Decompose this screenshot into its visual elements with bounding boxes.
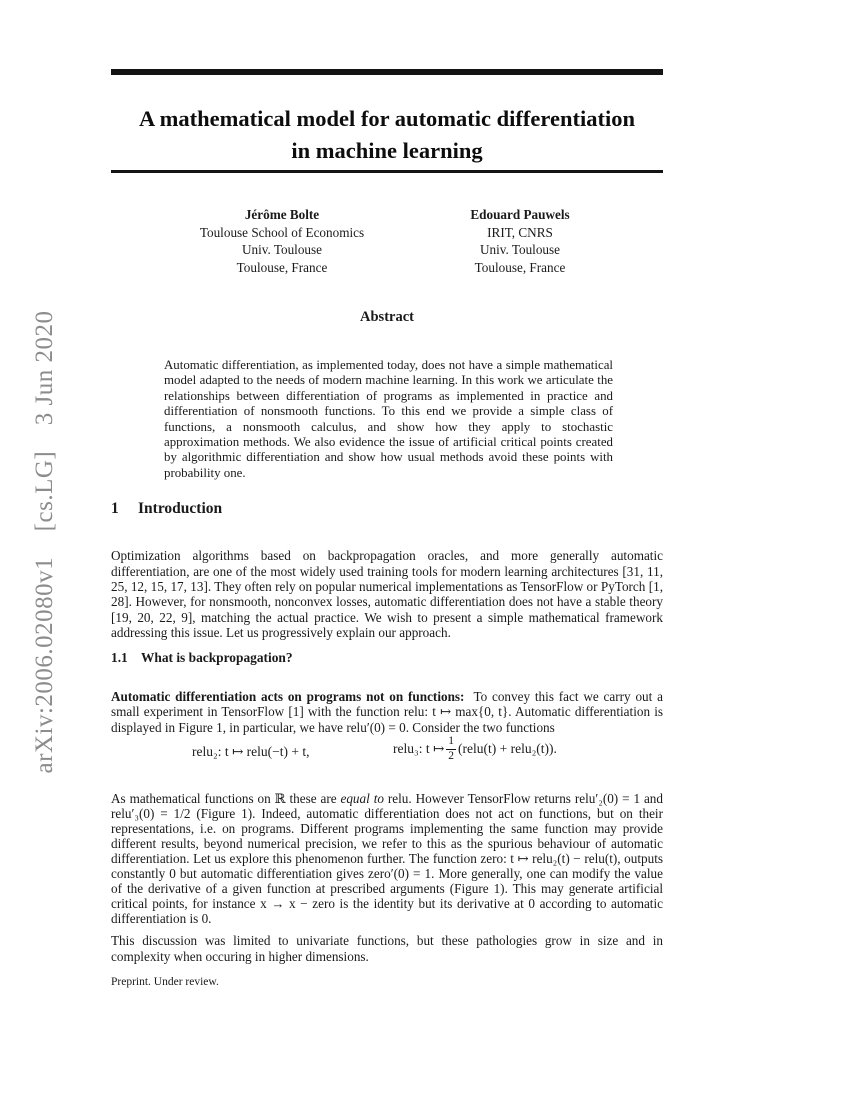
intro-paragraph: Optimization algorithms based on backpropagation oracles, and more generally automatic differentiation, are one of the most widely used training tools for modern learning architectures [31, 11, 25, 12, 15, 17, 13]. They often rely on popular numerical implementations as TensorFlow or PyTorch [1, 28]. However, for nonsmooth, nonconvex losses, automatic differentiation does not have a stable theory [19, 20, 22, 9], matching the actual practice. We wish to present a simple mathematical framework addressing this issue. Let us progressively explain our approach. <box>111 548 663 641</box>
paragraph-backprop <box>111 689 663 735</box>
author-affiliation-line: Toulouse, France <box>236 259 328 275</box>
equation-relu2: relu₂: t ↦ relu(−t) + t, <box>192 744 310 759</box>
author-card-bolte <box>170 206 394 276</box>
paragraph-spurious-pre: As mathematical functions on ℝ these are <box>111 791 341 807</box>
abstract-text: Automatic differentiation, as implemented today, does not have a simple mathematical model adapted to the needs of modern machine learning. In this work we articulate the relationships between differentiation of programs as implemented in practice and differentiation of nonsmooth functions. To this end we provide a simple class of functions, a nonsmooth calculus, and show how they apply to stochastic approximation methods. We also evidence the issue of artificial critical points created by algorithmic differentiation and show how usual methods avoid these points with probability one. <box>164 357 613 480</box>
preprint-footer-note: Preprint. Under review. <box>111 976 219 988</box>
subsection-heading-backpropagation <box>111 650 293 666</box>
title-rule-top <box>111 69 663 75</box>
author-name: Edouard Pauwels <box>470 207 570 222</box>
paragraph-discussion: This discussion was limited to univariate functions, but these pathologies grow in size and in complexity when occuring in higher dimensions. <box>111 933 663 964</box>
author-affiliation-line: Toulouse School of Economics <box>199 224 365 240</box>
paragraph-bold-lead: Automatic differentiation acts on programs not on functions: <box>111 689 465 705</box>
section-title: Introduction <box>138 500 223 517</box>
author-name: Jérôme Bolte <box>244 207 320 222</box>
fraction-numerator: 1 <box>446 735 456 750</box>
author-affiliation-line: IRIT, CNRS <box>487 224 553 240</box>
equation-relu3-prefix: relu₃: t ↦ <box>393 741 445 757</box>
abstract-heading: Abstract <box>360 309 414 325</box>
paragraph-backprop-body: To convey this fact we carry out a small experiment in TensorFlow [1] with the function relu: t ↦ max{0, t}. Automatic differentiation is displayed in Figure 1, in particular, we have relu′(0) = 0. Consider the two functions <box>111 689 663 735</box>
author-card-pauwels <box>412 206 628 276</box>
equation-relu3-suffix: (relu(t) + relu₂(t)). <box>458 741 557 757</box>
section-number: 1 <box>111 500 119 517</box>
equation-display <box>111 735 663 771</box>
paper-title <box>111 103 663 167</box>
italic-emphasis: equal to <box>340 791 384 807</box>
arxiv-watermark: arXiv:2006.02080v1 [cs.LG] 3 Jun 2020 <box>31 310 58 774</box>
author-affiliation-line: Toulouse, France <box>474 259 566 275</box>
author-affiliation-line: Univ. Toulouse <box>241 242 323 257</box>
title-line-1: A mathematical model for automatic differentiation <box>139 106 635 132</box>
subsection-title: What is backpropagation? <box>141 650 293 665</box>
equation-relu3 <box>393 735 557 764</box>
paragraph-spurious-behaviour <box>111 791 663 926</box>
title-line-2: in machine learning <box>291 138 483 164</box>
author-affiliation-line: Univ. Toulouse <box>479 242 561 257</box>
fraction-denominator: 2 <box>448 749 455 762</box>
fraction-one-half <box>446 735 456 764</box>
paragraph-spurious-post: relu. However TensorFlow returns relu′₂(0) = 1 and relu′₃(0) = 1/2 (Figure 1). Indeed, automatic differentiation does not act on functions, but on their representations, i.e. on programs. Different programs implementing the same function may provide different results, beyond numerical precision, we refer to this as the spurious behaviour of automatic differentiation. Let us explore this phenomenon further. The function zero: t ↦ relu₂(t) − relu(t), outputs constantly 0 but automatic differentiation gives zero′(0) = 1. More generally, one can modify the value of the derivative of a given function at prescribed arguments (Figure 1). This may generate artificial critical points, for instance x → x − zero is the identity but its derivative at 0 according to automatic differentiation is 0. <box>111 791 663 927</box>
section-heading-introduction <box>111 500 222 518</box>
title-rule-bottom <box>111 170 663 173</box>
subsection-number: 1.1 <box>111 650 128 665</box>
